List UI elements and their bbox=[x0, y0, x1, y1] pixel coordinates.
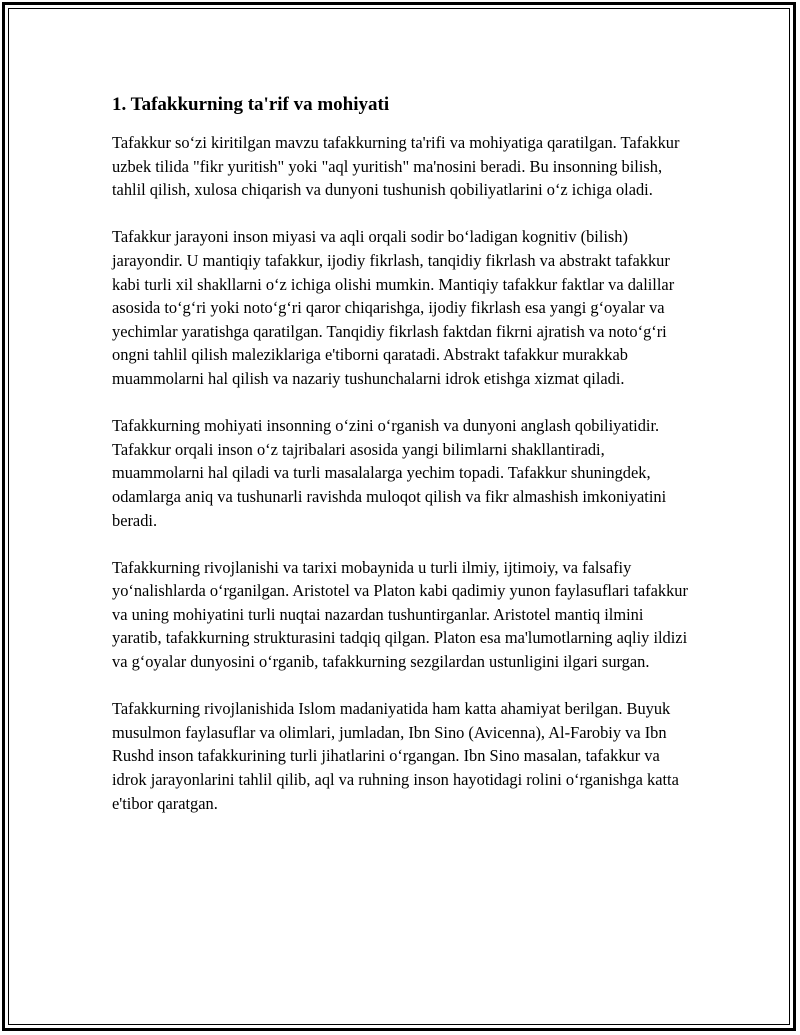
section-heading: 1. Tafakkurning ta'rif va mohiyati bbox=[112, 94, 390, 115]
paragraph-essence: Tafakkurning mohiyati insonning o‘zini o‘rganish va dunyoni anglash qobiliyatidir. Tafakkur orqali inson o‘z tajribalari asosida yangi bilimlarni shakllantiradi, muammolarni hal qiladi va turli masalalarga yechim topadi. Tafakkur shuningdek, odamlarga aniq va tushunarli ravishda muloqot qilish va fikr almashish imkoniyatini beradi. bbox=[112, 416, 667, 530]
document-body bbox=[112, 92, 697, 839]
paragraph-islamic-culture: Tafakkurning rivojlanishida Islom madaniyatida ham katta ahamiyat berilgan. Buyuk musulmon faylasuflar va olimlari, jumladan, Ibn Sino (Avicenna), Al-Farobiy va Ibn Rushd inson tafakkurining turli jihatlarini o‘rgangan. Ibn Sino masalan, tafakkur va idrok jarayonlarini tahlil qilib, aql va ruhning inson hayotidagi rolini o‘rganishga katta e'tibor qaratgan. bbox=[112, 699, 679, 813]
paragraph-cognitive-process: Tafakkur jarayoni inson miyasi va aqli orqali sodir bo‘ladigan kognitiv (bilish) jarayondir. U mantiqiy tafakkur, ijodiy fikrlash, tanqidiy fikrlash va abstrakt tafakkur kabi turli xil shakllarni o‘z ichiga olishi mumkin. Mantiqiy tafakkur faktlar va dalillar asosida to‘g‘ri yoki noto‘g‘ri qaror chiqarishga, ijodiy fikrlash esa yangi g‘oyalar va yechimlar yaratishga qaratilgan. Tanqidiy fikrlash faktdan fikrni ajratish va noto‘g‘ri ongni tahlil qilish maleziklariga e'tiborni qaratadi. Abstrakt tafakkur murakkab muammolarni hal qilish va nazariy tushunchalarni idrok etishga xizmat qiladi. bbox=[112, 227, 675, 388]
paragraph-history: Tafakkurning rivojlanishi va tarixi mobaynida u turli ilmiy, ijtimoiy, va falsafiy yo‘nalishlarda o‘rganilgan. Aristotel va Platon kabi qadimiy yunon faylasuflari tafakkur va uning mohiyatini turli nuqtai nazardan tushuntirganlar. Aristotel mantiq ilmini yaratib, tafakkurning strukturasini tadqiq qilgan. Platon esa ma'lumotlarning aqliy ildizi va g‘oyalar dunyosini o‘rganib, tafakkurning sezgilardan ustunligini ilgari surgan. bbox=[112, 557, 688, 672]
paragraph-definition: Tafakkur so‘zi kiritilgan mavzu tafakkurning ta'rifi va mohiyatiga qaratilgan. Tafakkur uzbek tilida "fikr yuritish" yoki "aql yuritish" ma'nosini beradi. Bu insonning bilish, tahlil qilish, xulosa chiqarish va dunyoni tushunish qobiliyatlarini o‘z ichiga oladi. bbox=[112, 133, 680, 200]
